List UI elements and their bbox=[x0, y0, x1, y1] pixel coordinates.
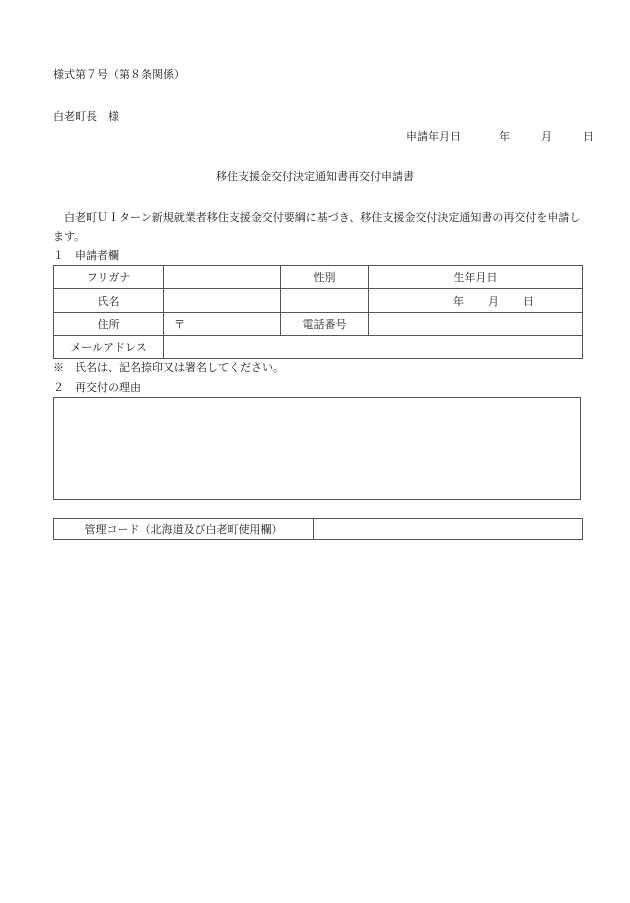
addressee: 白老町長 様 bbox=[53, 110, 119, 123]
section1-heading: １ 申請者欄 bbox=[53, 249, 119, 262]
body-text bbox=[53, 208, 583, 246]
table-row bbox=[54, 519, 583, 540]
dob-day-label: 日 bbox=[523, 294, 534, 308]
address-label: 住所 bbox=[54, 313, 164, 336]
phone-label: 電話番号 bbox=[281, 313, 369, 336]
name-label: 氏名 bbox=[54, 289, 164, 313]
signature-note: ※ 氏名は、記名捺印又は署名してください。 bbox=[53, 361, 284, 374]
table-row bbox=[54, 336, 583, 359]
phone-field[interactable] bbox=[369, 313, 583, 336]
email-label: メールアドレス bbox=[54, 336, 164, 359]
reissue-reason-field[interactable] bbox=[53, 397, 581, 500]
body-text-content: 白老町ＵＩターン新規就業者移住支援金交付要綱に基づき、移住支援金交付決定通知書の再交付を申請します。 bbox=[53, 211, 581, 243]
form-number: 様式第７号（第８条関係） bbox=[53, 68, 185, 81]
furigana-field[interactable] bbox=[164, 266, 281, 289]
table-row bbox=[54, 289, 583, 313]
admin-code-table bbox=[53, 518, 583, 540]
admin-code-label: 管理コード（北海道及び白老町使用欄） bbox=[54, 519, 314, 540]
gender-field[interactable] bbox=[281, 289, 369, 313]
admin-code-field[interactable] bbox=[314, 519, 583, 540]
postal-mark: 〒 bbox=[174, 318, 185, 331]
table-row bbox=[54, 313, 583, 336]
dob-field[interactable] bbox=[369, 289, 583, 313]
table-row bbox=[54, 266, 583, 289]
dob-month-label: 月 bbox=[488, 294, 499, 308]
address-field[interactable] bbox=[164, 313, 281, 336]
date-day-label: 日 bbox=[583, 130, 594, 143]
document-title: 移住支援金交付決定通知書再交付申請書 bbox=[216, 170, 414, 183]
email-field[interactable] bbox=[164, 336, 583, 359]
application-date-label: 申請年月日 bbox=[406, 130, 461, 143]
applicant-table bbox=[53, 265, 583, 359]
gender-label: 性別 bbox=[281, 266, 369, 289]
application-date-line bbox=[406, 130, 594, 144]
section2-heading: ２ 再交付の理由 bbox=[53, 381, 141, 394]
date-year-label: 年 bbox=[499, 130, 510, 143]
date-month-label: 月 bbox=[541, 130, 552, 143]
dob-label: 生年月日 bbox=[369, 266, 583, 289]
dob-year-label: 年 bbox=[453, 294, 464, 308]
furigana-label: フリガナ bbox=[54, 266, 164, 289]
name-field[interactable] bbox=[164, 289, 281, 313]
